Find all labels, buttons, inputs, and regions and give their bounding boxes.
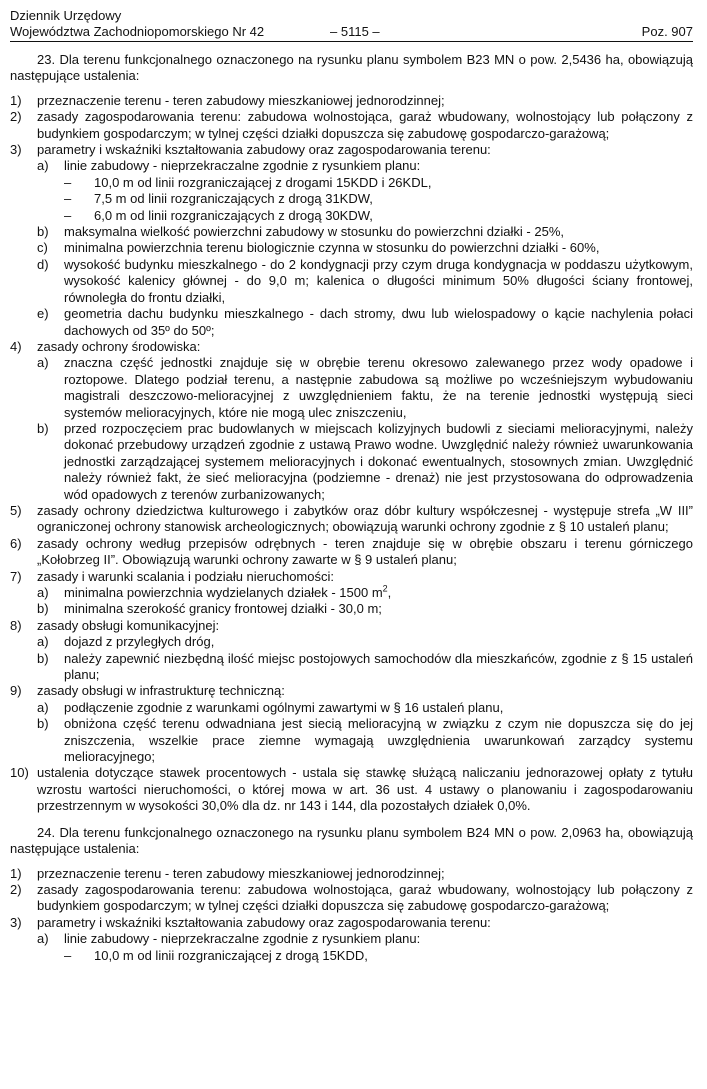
list-item: 9) zasady obsługi w infrastrukturę techniczną: bbox=[10, 683, 285, 699]
dash-item: – 10,0 m od linii rozgraniczającej z drogami 15KDD i 26KDL, bbox=[64, 174, 432, 190]
list-item: 3) parametry i wskaźniki kształtowania zabudowy oraz zagospodarowania terenu: bbox=[10, 142, 491, 158]
section-24-intro: 24. Dla terenu funkcjonalnego oznaczonego na rysunku planu symbolem B24 MN o pow. 2,0963 ha, obowiązują następujące ustalenia: bbox=[10, 824, 693, 857]
sub-item: c) minimalna powierzchnia terenu biologicznie czynna w stosunku do powierzchni działki - 60%, bbox=[37, 240, 600, 256]
list-item: 2) zasady zagospodarowania terenu: zabudowa wolnostojąca, garaż wbudowany, wolnostojący lub połączony z budynkiem gospodarczym; w tylnej części działki dopuszcza się zabudowę gospodarczo-garażową; bbox=[10, 881, 693, 914]
sub-item: a) linie zabudowy - nieprzekraczalne zgodnie z rysunkiem planu: bbox=[37, 158, 421, 174]
dash-item: – 10,0 m od linii rozgraniczającej z drogą 15KDD, bbox=[64, 947, 368, 963]
sub-item: b) maksymalna wielkość powierzchni zabudowy w stosunku do powierzchni działki - 25%, bbox=[37, 224, 564, 240]
list-item: 3) parametry i wskaźniki kształtowania zabudowy oraz zagospodarowania terenu: bbox=[10, 914, 491, 930]
sub-item: a) dojazd z przyległych dróg, bbox=[37, 634, 215, 650]
sub-item: a) linie zabudowy - nieprzekraczalne zgodnie z rysunkiem planu: bbox=[37, 931, 421, 947]
page-header bbox=[10, 8, 697, 42]
journal-title: Dziennik Urzędowy bbox=[10, 8, 122, 23]
list-item: 10) ustalenia dotyczące stawek procentowych - ustala się stawkę służącą naliczaniu jednorazowej opłaty z tytułu wzrostu wartości nieruchomości, o której mowa w art. 36 ust. 4 ustawy o planowaniu i zagospodarowaniu przestrzennym w wysokości 30,0% dla dz. nr 143 i 144, dla pozostałych działek 0,0%. bbox=[10, 765, 693, 814]
list-item: 1) przeznaczenie terenu - teren zabudowy mieszkaniowej jednorodzinnej; bbox=[10, 865, 445, 881]
sub-item: b) przed rozpoczęciem prac budowlanych w miejscach kolizyjnych budowli z sieciami melioracyjnymi, należy dokonać przebudowy urządzeń zgodnie z ustawą Prawo wodne. Uwzględnić należy również uwarunkowania jednostki zarządzającej systemem melioracyjnych i dokonać ewentualnych, stosownych zmian. Uwzględnić należy również fakt, że sieć melioracyjna (podziemne - drenaż) nie jest przystosowana do odprowadzenia wód opadowych z terenów zurbanizowanych; bbox=[37, 420, 693, 502]
list-item: 1) przeznaczenie terenu - teren zabudowy mieszkaniowej jednorodzinnej; bbox=[10, 92, 445, 108]
list-item: 4) zasady ochrony środowiska: bbox=[10, 338, 201, 354]
list-item: 5) zasady ochrony dziedzictwa kulturowego i zabytków oraz dóbr kultury współczesnej - występuje strefa „W III” ograniczonej ochrony stanowisk archeologicznych; obowiązują warunki ochrony zgodnie z § 10 ustaleń planu; bbox=[10, 502, 693, 535]
dash-item: – 6,0 m od linii rozgraniczających z drogą 30KDW, bbox=[64, 207, 373, 223]
sub-item: b) należy zapewnić niezbędną ilość miejsc postojowych samochodów dla mieszkańców, zgodnie z § 15 ustaleń planu; bbox=[37, 650, 693, 683]
dash-item: – 7,5 m od linii rozgraniczających z drogą 31KDW, bbox=[64, 191, 373, 207]
list-item: 6) zasady ochrony według przepisów odrębnych - teren znajduje się w obrębie obszaru i terenu górniczego „Kołobrzeg II”. Obowiązują warunki ochrony zawarte w § 9 ustaleń planu; bbox=[10, 535, 693, 568]
section-23-intro: 23. Dla terenu funkcjonalnego oznaczonego na rysunku planu symbolem B23 MN o pow. 2,5436 ha, obowiązują następujące ustalenia: bbox=[10, 52, 693, 84]
list-item: 7) zasady i warunki scalania i podziału nieruchomości: bbox=[10, 568, 334, 584]
position-number: Poz. 907 bbox=[641, 24, 693, 39]
sub-item: a) podłączenie zgodnie z warunkami ogólnymi zawartymi w § 16 ustaleń planu, bbox=[37, 699, 504, 715]
sub-item: a) minimalna powierzchnia wydzielanych działek - 1500 $m^2$, bbox=[37, 583, 392, 600]
sub-item: d) wysokość budynku mieszkalnego - do 2 kondygnacji przy czym druga kondygnacja w poddaszu użytkowym, wysokość kalenicy głównej - do 9,0 m; kalenica o długości minimum 50% długości ściany frontowej, równoległa do frontu działki, bbox=[37, 256, 693, 305]
page-number: – 5115 – bbox=[330, 24, 380, 39]
sub-item: b) minimalna szerokość granicy frontowej działki - 30,0 m; bbox=[37, 601, 382, 617]
sub-item: e) geometria dachu budynku mieszkalnego - dach stromy, dwu lub wielospadowy o kącie nachylenia połaci dachowych od 35º do 50º; bbox=[37, 306, 693, 338]
sub-item: a) znaczna część jednostki znajduje się w obrębie terenu okresowo zalewanego przez wody opadowe i roztopowe. Dlatego podział terenu, a następnie zabudowa są możliwe po wcześniejszym wybudowaniu magistrali deszczowo-melioracyjnej z uwzględnieniem faktu, że na terenie jednostki występują sieci systemów melioracyjnych, które nie mogą ulec zniszczeniu, bbox=[37, 355, 693, 420]
list-item: 8) zasady obsługi komunikacyjnej: bbox=[10, 617, 220, 633]
journal-issue: Województwa Zachodniopomorskiego Nr 42 bbox=[10, 24, 265, 39]
sub-item: b) obniżona część terenu odwadniana jest siecią melioracyjną w związku z czym nie dopuszcza się do jej zniszczenia, wszelkie prace ziemne wymagają uwzględnienia uwarunkowań zarządcy systemu melioracyjnego; bbox=[37, 716, 693, 765]
list-item: 2) zasady zagospodarowania terenu: zabudowa wolnostojąca, garaż wbudowany, wolnostojący lub połączony z budynkiem gospodarczym; w tylnej części działki dopuszcza się zabudowę gospodarczo-garażową; bbox=[10, 109, 693, 141]
document-body bbox=[10, 52, 697, 964]
header-rule bbox=[10, 41, 693, 42]
